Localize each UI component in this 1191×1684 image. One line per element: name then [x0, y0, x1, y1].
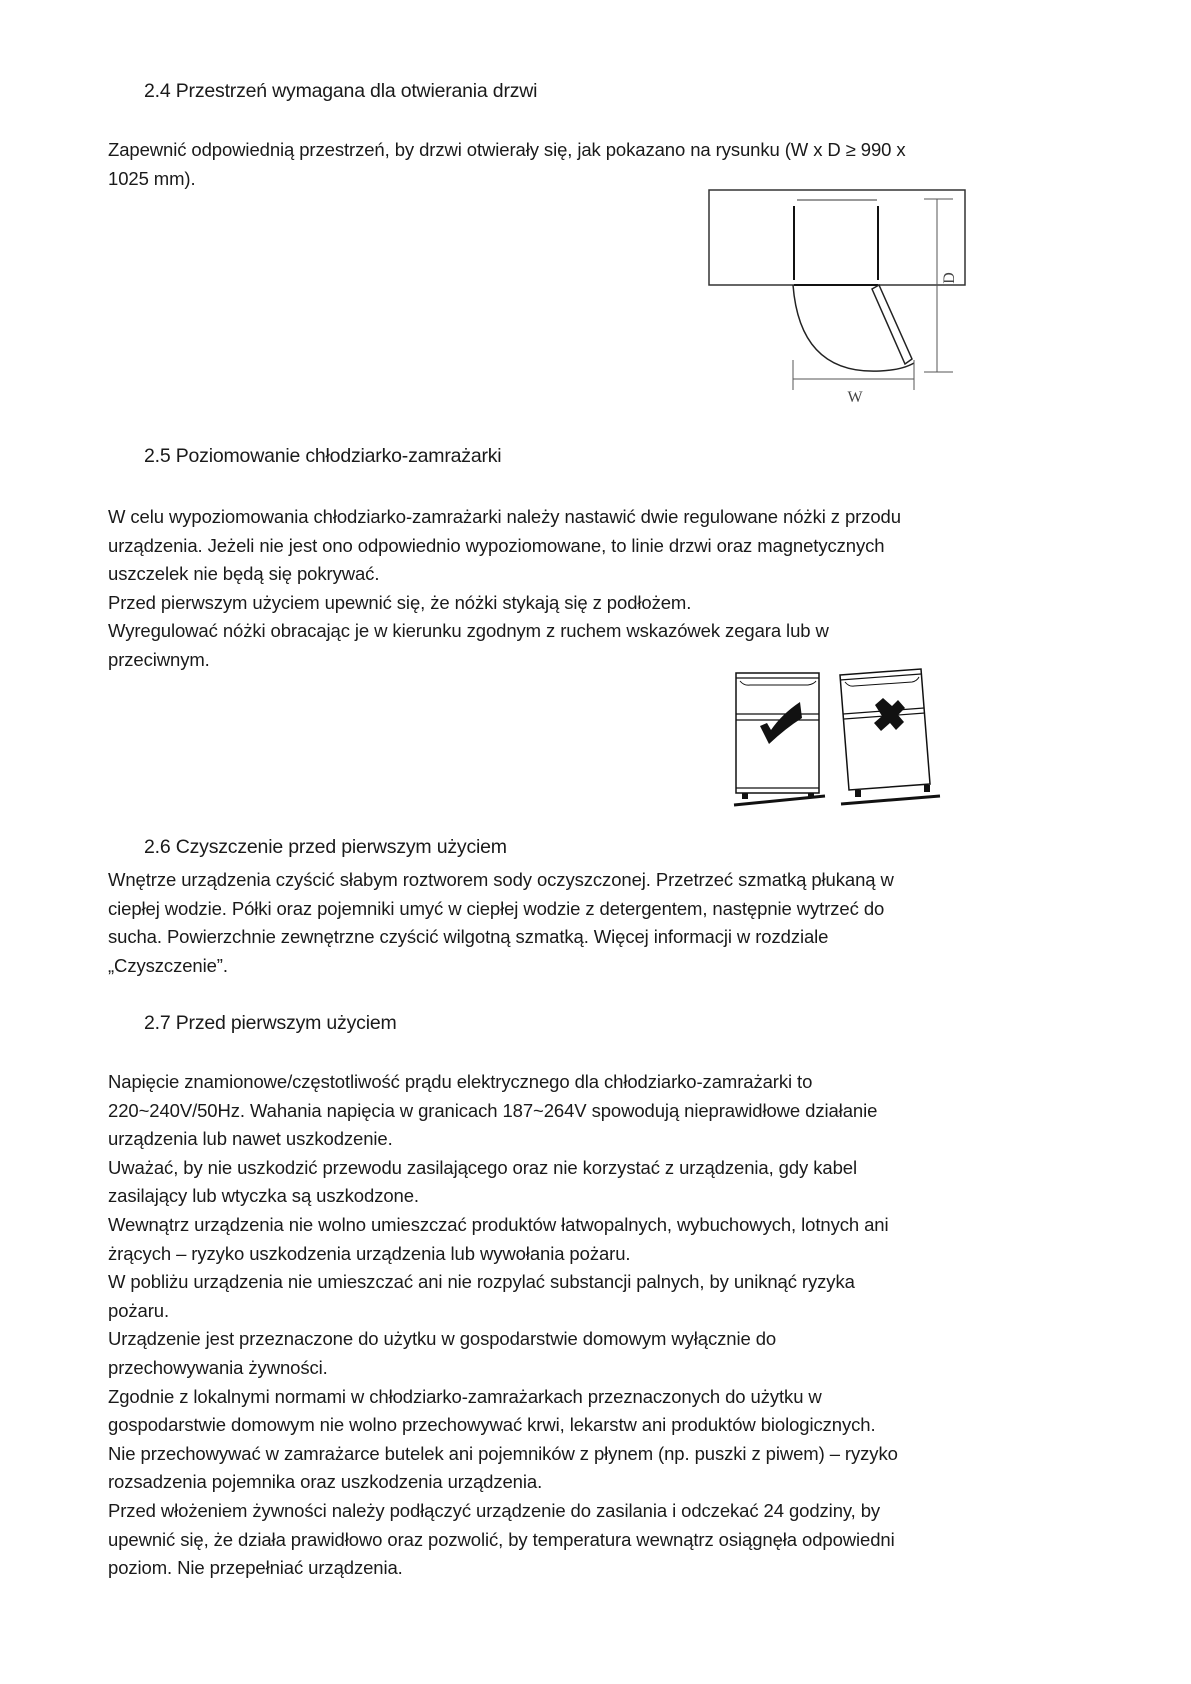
text-line: zasilający lub wtyczka są uszkodzone. [108, 1185, 419, 1207]
text-line: przeciwnym. [108, 648, 210, 670]
leveling-diagram [720, 660, 960, 820]
text-line: upewnić się, że działa prawidłowo oraz pozwolić, by temperatura wewnątrz osiągnęła odpowiedni [108, 1528, 895, 1550]
text-line: 220~240V/50Hz. Wahania napięcia w granicach 187~264V spowodują nieprawidłowe działanie [108, 1099, 878, 1121]
section-heading-2-6: 2.6 Czyszczenie przed pierwszym użyciem [144, 836, 507, 858]
text-line: uszczelek nie będą się pokrywać. [108, 563, 380, 585]
text-line: Zgodnie z lokalnymi normami w chłodziarko-zamrażarkach przeznaczonych do użytku w [108, 1385, 822, 1407]
text-line: 1025 mm). [108, 167, 196, 189]
text-line: gospodarstwie domowym nie wolno przechowywać krwi, lekarstw ani produktów biologicznych. [108, 1414, 876, 1436]
text-line: Wyregulować nóżki obracając je w kierunku zgodnym z ruchem wskazówek zegara lub w [108, 620, 829, 642]
section-text-2-6 [108, 866, 1028, 980]
text-line: W pobliżu urządzenia nie umieszczać ani nie rozpylać substancji palnych, by uniknąć ryzyka [108, 1271, 855, 1293]
text-line: ciepłej wodzie. Półki oraz pojemniki umyć w ciepłej wodzie z detergentem, następnie wytrzeć do [108, 897, 885, 919]
text-line: żrących – ryzyko uszkodzenia urządzenia lub wywołania pożaru. [108, 1242, 631, 1264]
text-line: Przed pierwszym użyciem upewnić się, że nóżki stykają się z podłożem. [108, 591, 692, 613]
door-clearance-diagram [650, 170, 990, 410]
text-line: Napięcie znamionowe/częstotliwość prądu elektrycznego dla chłodziarko-zamrażarki to [108, 1071, 813, 1092]
text-line: Przed włożeniem żywności należy podłączyć urządzenie do zasilania i odczekać 24 godziny, by [108, 1499, 881, 1521]
text-line: Nie przechowywać w zamrażarce butelek ani pojemników z płynem (np. puszki z piwem) – ryzyko [108, 1442, 898, 1464]
text-line: pożaru. [108, 1299, 170, 1321]
width-label: W [847, 389, 863, 406]
section-text-2-5 [108, 503, 1028, 675]
text-line: Wewnątrz urządzenia nie wolno umieszczać produktów łatwopalnych, wybuchowych, lotnych ani [108, 1213, 889, 1235]
level-fridge-wrong [840, 669, 940, 804]
text-line: Zapewnić odpowiednią przestrzeń, by drzwi otwierały się, jak pokazano na rysunku (W x D ≥ 990 x [108, 139, 906, 160]
level-fridge-correct [734, 673, 825, 805]
text-line: urządzenia lub nawet uszkodzenie. [108, 1128, 393, 1150]
text-line: przechowywania żywności. [108, 1356, 328, 1378]
section-text-2-7 [108, 1068, 1028, 1583]
text-line: urządzenia. Jeżeli nie jest ono odpowiednio wypoziomowane, to linie drzwi oraz magnetycznych [108, 534, 885, 556]
text-line: sucha. Powierzchnie zewnętrzne czyścić wilgotną szmatką. Więcej informacji w rozdziale [108, 926, 829, 948]
depth-label: D [941, 272, 958, 284]
section-heading-2-4: 2.4 Przestrzeń wymagana dla otwierania drzwi [144, 80, 538, 102]
section-heading-2-7: 2.7 Przed pierwszym użyciem [144, 1012, 397, 1034]
text-line: Urządzenie jest przeznaczone do użytku w gospodarstwie domowym wyłącznie do [108, 1328, 777, 1350]
text-line: rozsadzenia pojemnika oraz uszkodzenia urządzenia. [108, 1471, 543, 1493]
text-line: Wnętrze urządzenia czyścić słabym roztworem sody oczyszczonej. Przetrzeć szmatką płukaną w [108, 869, 894, 890]
text-line: „Czyszczenie”. [108, 954, 228, 976]
text-line: W celu wypoziomowania chłodziarko-zamrażarki należy nastawić dwie regulowane nóżki z przodu [108, 506, 901, 527]
text-line: Uważać, by nie uszkodzić przewodu zasilającego oraz nie korzystać z urządzenia, gdy kabel [108, 1156, 857, 1178]
text-line: poziom. Nie przepełniać urządzenia. [108, 1557, 403, 1579]
check-icon [760, 702, 802, 744]
section-heading-2-5: 2.5 Poziomowanie chłodziarko-zamrażarki [144, 445, 502, 467]
